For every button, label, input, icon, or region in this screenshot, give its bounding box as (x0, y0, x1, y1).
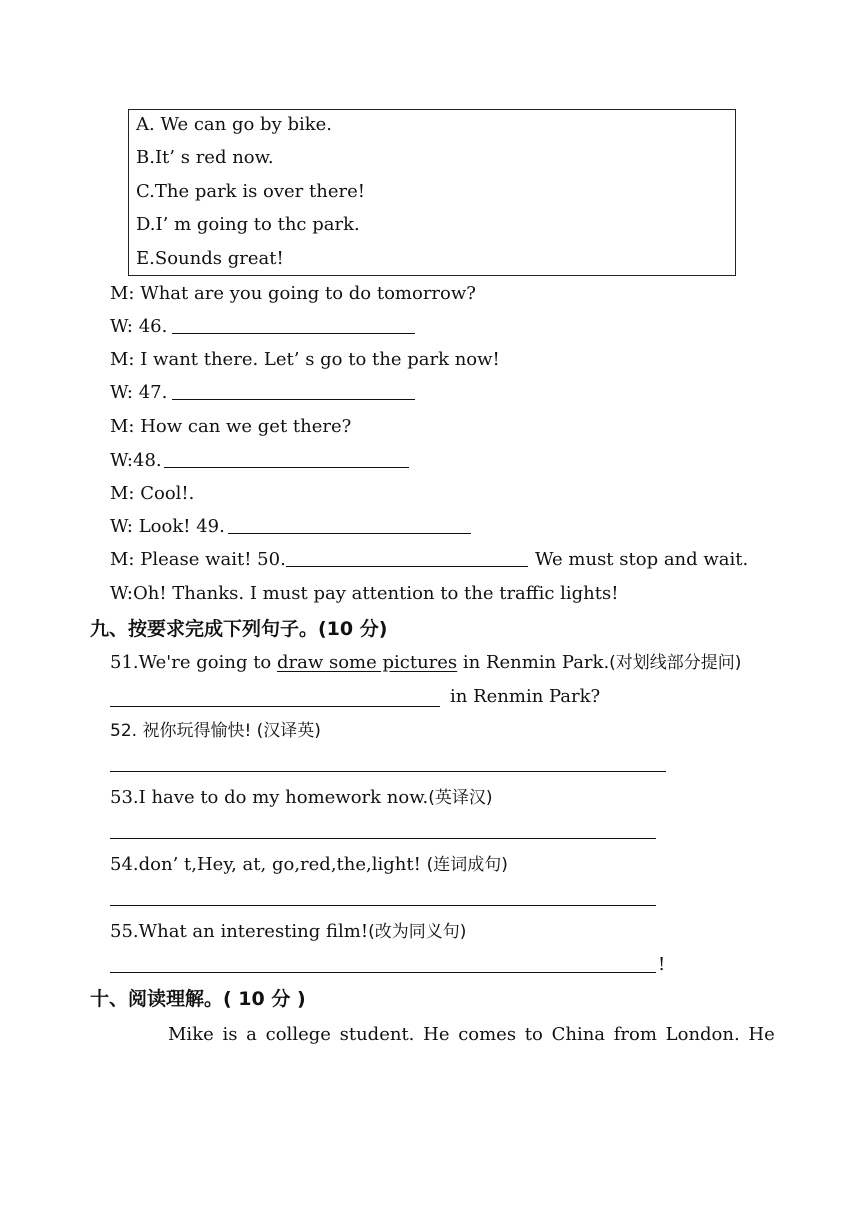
answer-blank-53[interactable] (110, 838, 656, 839)
dialogue-line-w47: W: 47. (110, 382, 168, 403)
question-51 (110, 651, 741, 675)
answer-blank-49[interactable] (228, 533, 471, 534)
answer-blank-48[interactable] (164, 467, 409, 468)
option-b: B.It’ s red now. (136, 147, 274, 168)
dialogue-line-w-final: W:Oh! Thanks. I must pay attention to the traffic lights! (110, 583, 619, 604)
q51-underlined: draw some pictures (276, 652, 458, 673)
q54-text: 54.don’ t,Hey, at, go,red,the,light! (110, 854, 427, 875)
question-53 (110, 786, 492, 810)
answer-blank-54[interactable] (110, 905, 656, 906)
answer-blank-55[interactable] (110, 972, 656, 973)
q55-end-mark: ! (658, 954, 666, 975)
section-9-heading: 九、按要求完成下列句子。(10 分) (90, 618, 388, 640)
answer-blank-52[interactable] (110, 771, 666, 772)
q55-note: (改为同义句) (368, 922, 467, 942)
dialogue-line-w49: W: Look! 49. (110, 516, 225, 537)
answer-blank-46[interactable] (172, 333, 415, 334)
q51-before: 51.We're going to (110, 652, 277, 673)
question-52 (110, 719, 321, 743)
q53-text: 53.I have to do my homework now. (110, 787, 429, 808)
question-55 (110, 920, 466, 944)
section-10-heading: 十、阅读理解。( 10 分 ) (90, 988, 306, 1010)
reading-passage: Mike is a college student. He comes to China from London. He (168, 1024, 775, 1045)
option-e: E.Sounds great! (136, 248, 284, 269)
q51-note: (对划线部分提问) (609, 653, 742, 673)
option-d: D.I’ m going to thc park. (136, 214, 360, 235)
q53-note: (英译汉) (428, 788, 493, 808)
q54-note: (连词成句) (426, 855, 508, 875)
dialogue-line-m2: M: I want there. Let’ s go to the park now! (110, 349, 500, 370)
option-c: C.The park is over there! (136, 181, 365, 202)
answer-blank-51[interactable] (110, 706, 440, 707)
dialogue-line-w46: W: 46. (110, 316, 168, 337)
dialogue-line-m50: M: Please wait! 50. (110, 549, 286, 570)
answer-blank-47[interactable] (172, 399, 415, 400)
dialogue-line-m50-tail: We must stop and wait. (535, 549, 749, 570)
q51-after: in Renmin Park. (457, 652, 610, 673)
dialogue-line-m4: M: Cool!. (110, 483, 195, 504)
dialogue-line-m3: M: How can we get there? (110, 416, 352, 437)
q55-text: 55.What an interesting film! (110, 921, 369, 942)
q51-tail: in Renmin Park? (450, 686, 601, 707)
q52-text: 52. 祝你玩得愉快! (汉译英) (110, 721, 321, 741)
answer-blank-50[interactable] (286, 566, 528, 567)
dialogue-line-w48: W:48. (110, 450, 162, 471)
dialogue-line-m1: M: What are you going to do tomorrow? (110, 283, 476, 304)
option-a: A. We can go by bike. (136, 114, 333, 135)
question-54 (110, 853, 508, 877)
